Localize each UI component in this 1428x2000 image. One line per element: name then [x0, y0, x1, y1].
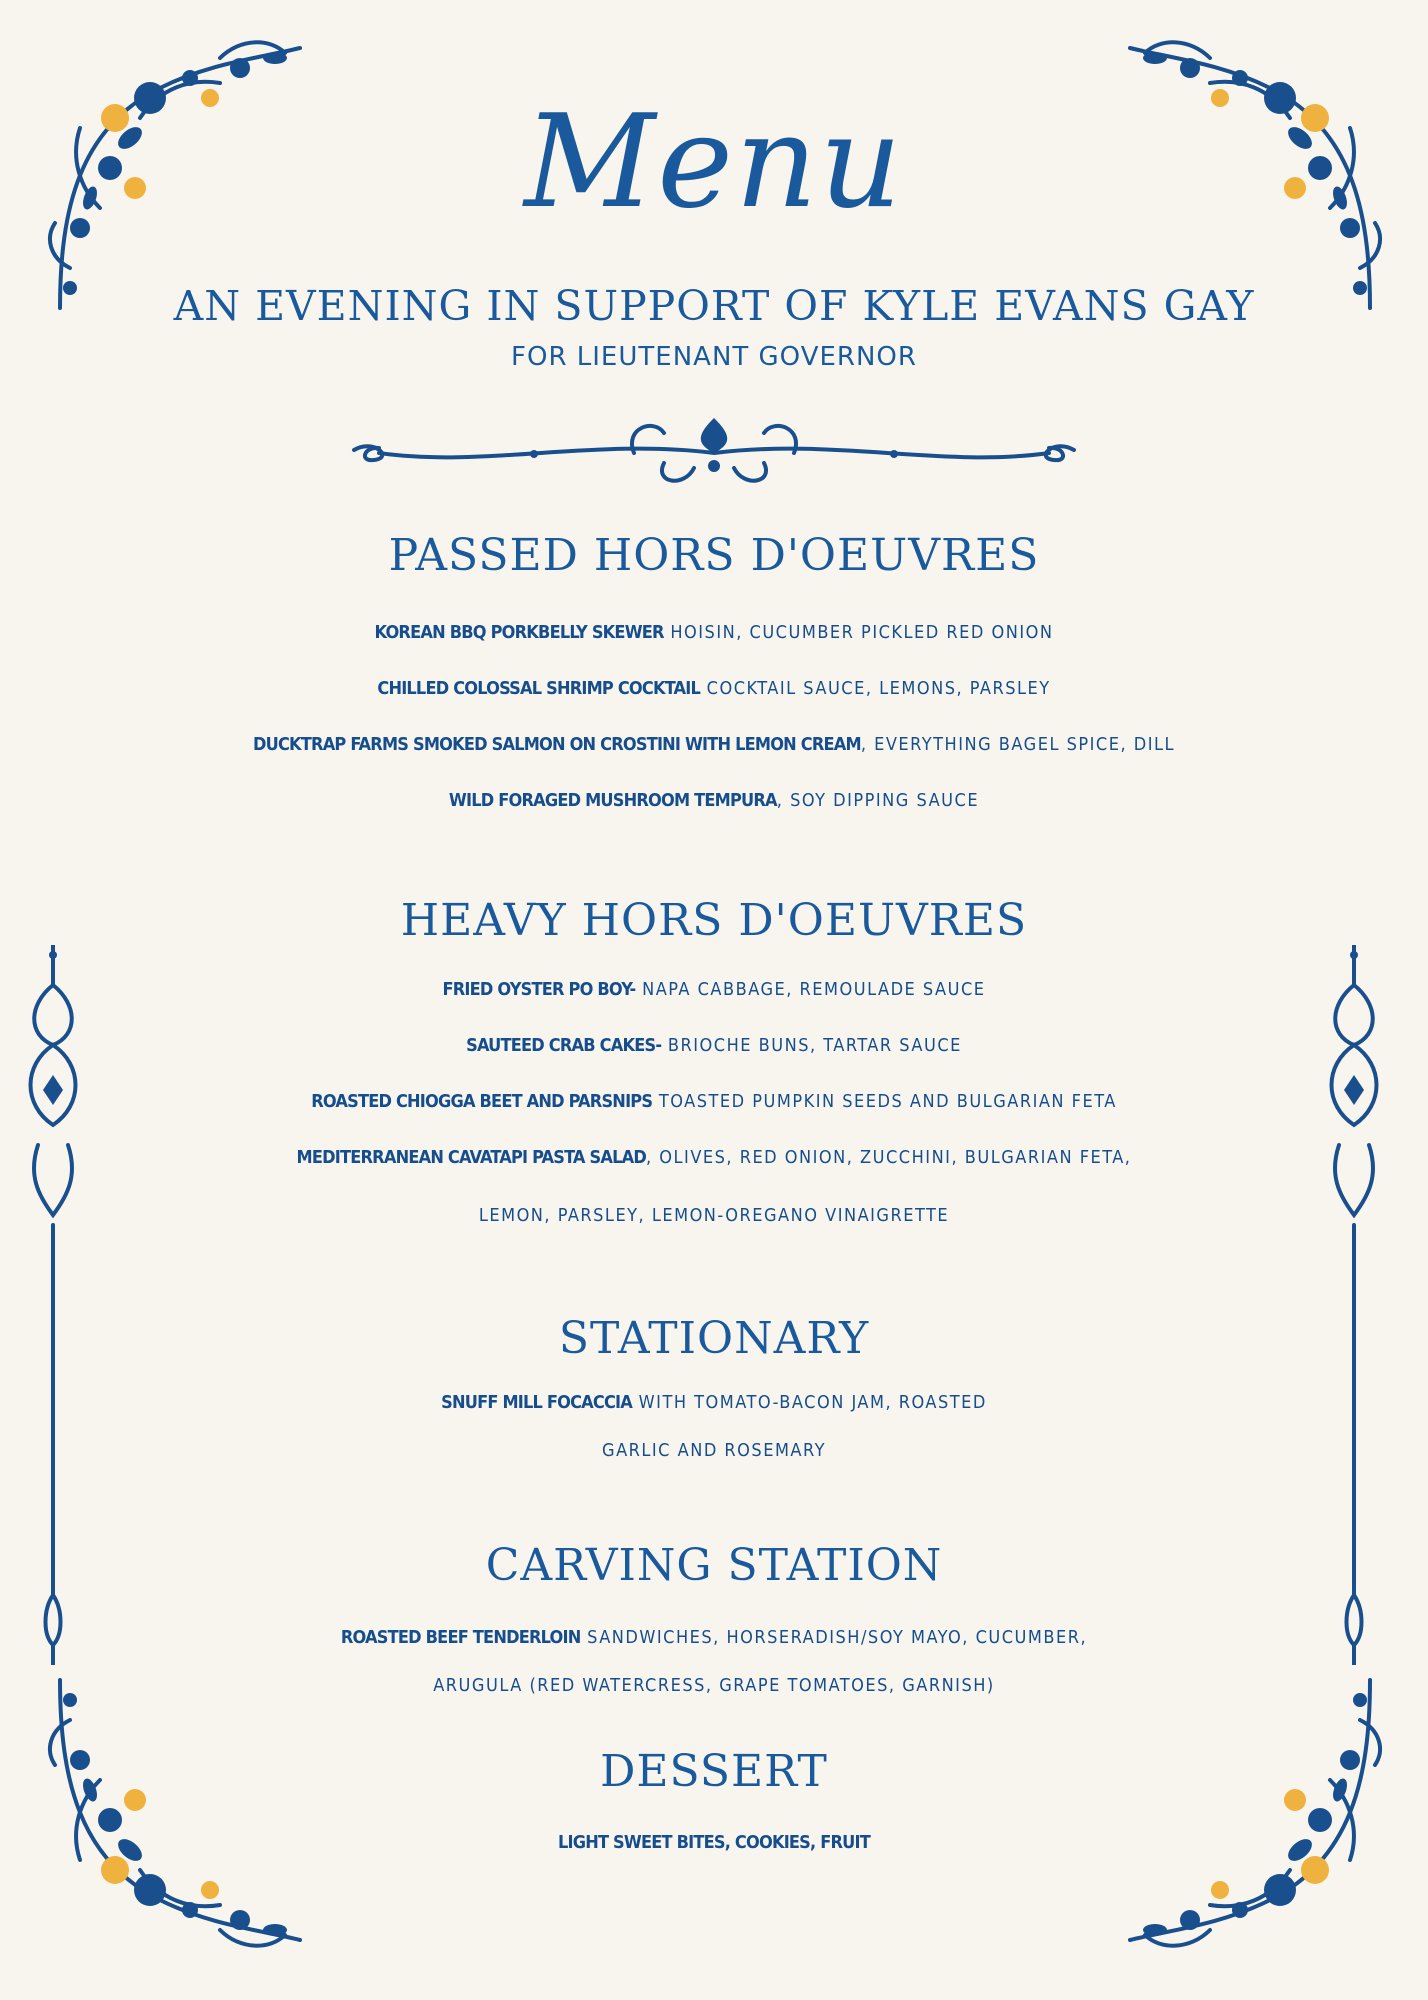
event-subtitle: AN EVENING IN SUPPORT OF KYLE EVANS GAY	[173, 282, 1255, 330]
menu-item	[0, 622, 1428, 643]
scroll-divider-icon	[334, 408, 1094, 488]
item-desc: , OLIVES, RED ONION, ZUCCHINI, BULGARIAN FETA,	[646, 1147, 1132, 1168]
page-title: Menu	[524, 88, 904, 237]
item-name: DUCKTRAP FARMS SMOKED SALMON ON CROSTINI WITH LEMON CREAM	[252, 734, 861, 755]
floral-corner-icon	[40, 1660, 320, 1960]
section-title-heavy: HEAVY HORS D'OEUVRES	[400, 895, 1028, 946]
menu-item	[0, 734, 1428, 755]
menu-item	[0, 1205, 1428, 1226]
section-title-carving: CARVING STATION	[485, 1540, 943, 1591]
item-desc: BRIOCHE BUNS, TARTAR SAUCE	[661, 1035, 962, 1056]
menu-item	[0, 1440, 1428, 1461]
item-name: CHILLED COLOSSAL SHRIMP COCKTAIL	[377, 678, 701, 699]
item-name: LIGHT SWEET BITES, COOKIES, FRUIT	[558, 1832, 870, 1853]
item-desc: WITH TOMATO-BACON JAM, ROASTED	[632, 1392, 987, 1413]
menu-item	[0, 1147, 1428, 1168]
item-name: ROASTED BEEF TENDERLOIN	[340, 1627, 581, 1648]
section-title-passed: PASSED HORS D'OEUVRES	[388, 530, 1040, 581]
item-desc: SANDWICHES, HORSERADISH/SOY MAYO, CUCUMBER,	[580, 1627, 1088, 1648]
item-desc: , EVERYTHING BAGEL SPICE, DILL	[860, 734, 1176, 755]
item-name: ROASTED CHIOGGA BEET AND PARSNIPS	[311, 1091, 653, 1112]
item-desc: NAPA CABBAGE, REMOULADE SAUCE	[635, 979, 986, 1000]
item-desc: HOISIN, CUCUMBER PICKLED RED ONION	[663, 622, 1054, 643]
item-name: SAUTEED CRAB CAKES-	[466, 1035, 662, 1056]
menu-item	[0, 678, 1428, 699]
menu-item	[0, 979, 1428, 1000]
floral-corner-icon	[1110, 1660, 1390, 1960]
item-name: FRIED OYSTER PO BOY-	[442, 979, 636, 1000]
menu-item	[0, 1675, 1428, 1696]
item-desc: GARLIC AND ROSEMARY	[602, 1440, 826, 1461]
item-desc: COCKTAIL SAUCE, LEMONS, PARSLEY	[700, 678, 1051, 699]
menu-item	[0, 790, 1428, 811]
event-subtitle-secondary: FOR LIEUTENANT GOVERNOR	[511, 342, 917, 372]
menu-item	[0, 1091, 1428, 1112]
item-desc: LEMON, PARSLEY, LEMON-OREGANO VINAIGRETTE	[478, 1205, 950, 1226]
item-name: WILD FORAGED MUSHROOM TEMPURA	[448, 790, 777, 811]
item-desc: TOASTED PUMPKIN SEEDS AND BULGARIAN FETA	[652, 1091, 1117, 1112]
menu-item	[0, 1627, 1428, 1648]
item-desc: , SOY DIPPING SAUCE	[776, 790, 980, 811]
item-name: MEDITERRANEAN CAVATAPI PASTA SALAD	[296, 1147, 646, 1168]
item-name: SNUFF MILL FOCACCIA	[441, 1392, 633, 1413]
menu-item	[0, 1832, 1428, 1853]
menu-item	[0, 1035, 1428, 1056]
menu-item	[0, 1392, 1428, 1413]
section-title-stationary: STATIONARY	[558, 1313, 870, 1364]
item-name: KOREAN BBQ PORKBELLY SKEWER	[374, 622, 664, 643]
section-title-dessert: DESSERT	[600, 1746, 828, 1797]
item-desc: ARUGULA (RED WATERCRESS, GRAPE TOMATOES, GARNISH)	[433, 1675, 995, 1696]
